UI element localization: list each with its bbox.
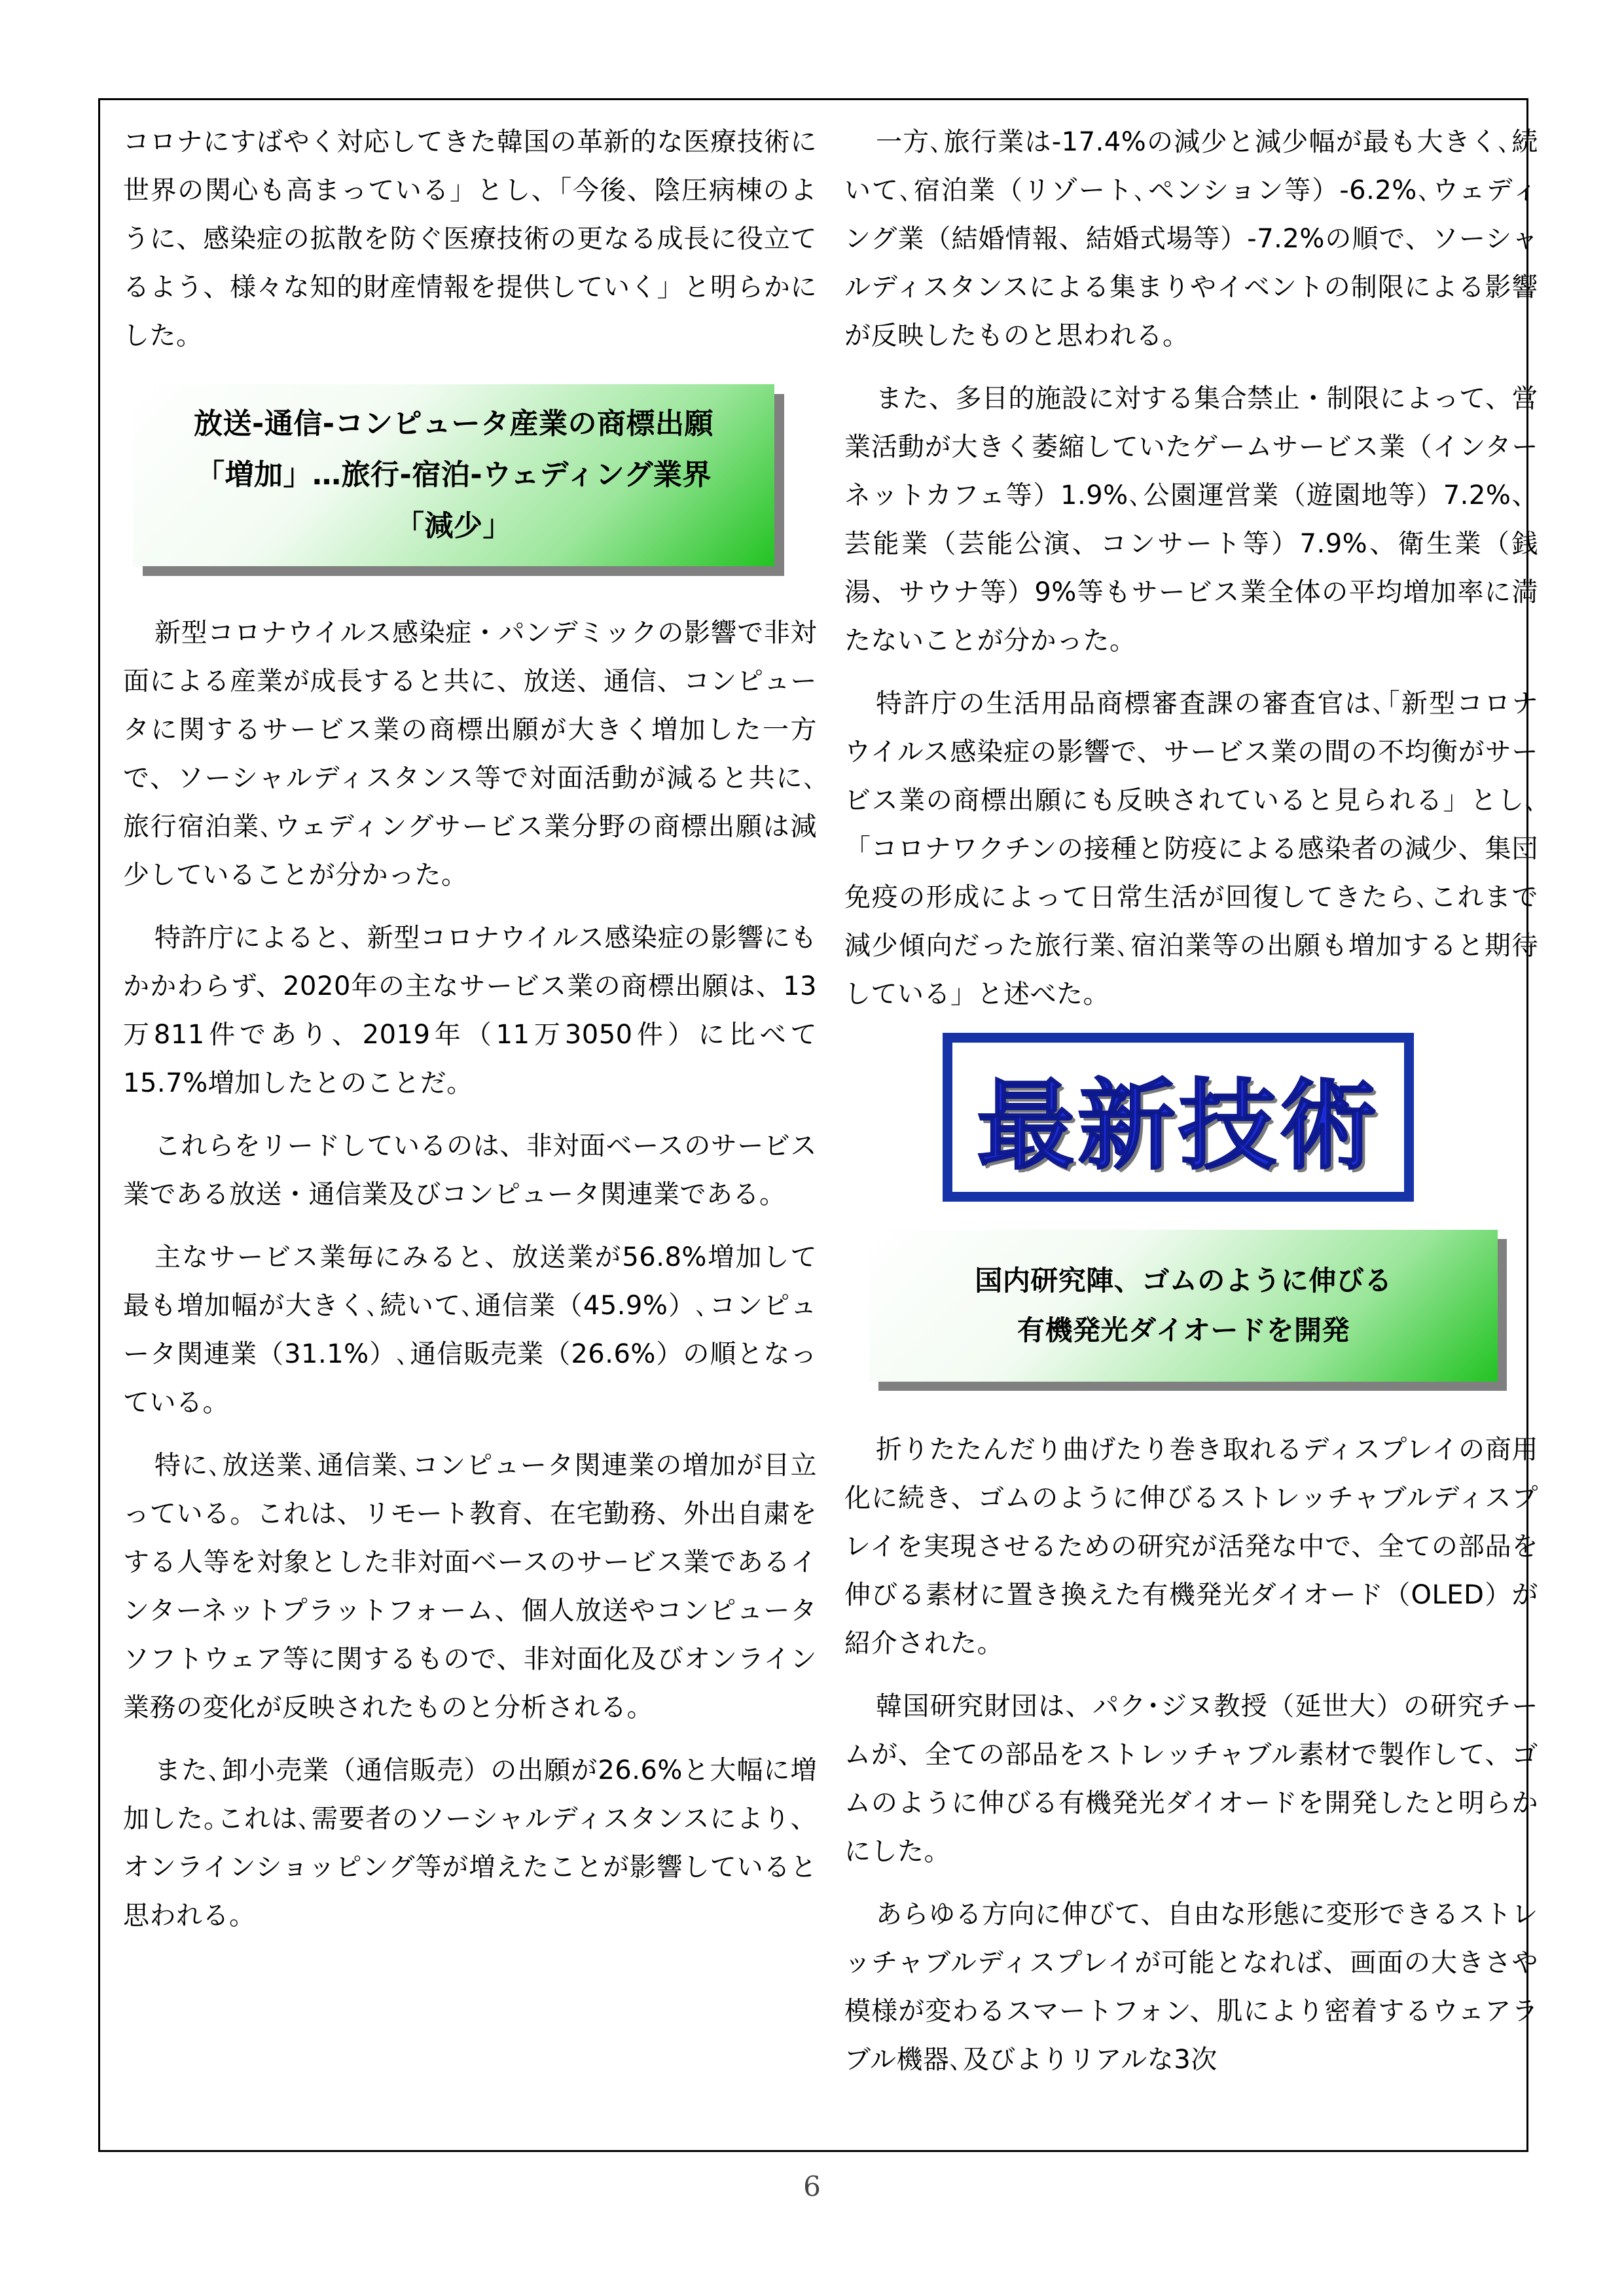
body-paragraph: また､卸小売業（通信販売）の出願が26.6%と大幅に増加した｡これは､需要者のソーシャルディスタンスにより、オンラインショッピング等が増えたことが影響していると思われる。 — [123, 1755, 817, 1931]
body-paragraph: 特に､放送業､通信業､コンピュータ関連業の増加が目立っている。これは、リモート教育、在宅勤務、外出自粛をする人等を対象とした非対面ベースのサービス業であるインターネットプラットフォーム、個人放送やコンピュータソフトウェア等に関するもので、非対面化及びオンライン業務の変化が反映されたものと分析される。 — [123, 1450, 817, 1723]
body-paragraph: 主なサービス業毎にみると、放送業が56.8%増加して最も増加幅が大きく､続いて､通信業（45.9%）､コンピュータ関連業（31.1%）､通信販売業（26.6%）の順となっている。 — [123, 1242, 817, 1418]
heading-line-2: 有機発光ダイオードを開発 — [1017, 1314, 1350, 1346]
body-paragraph: これらをリードしているのは、非対面ベースのサービス業である放送・通信業及びコンピュータ関連業である。 — [123, 1131, 817, 1210]
heading-line-1: 放送-通信-コンピュータ産業の商標出願 — [193, 407, 714, 440]
section-heading-trademark — [123, 374, 817, 584]
body-paragraph: 特許庁によると、新型コロナウイルス感染症の影響にもかかわらず、2020年の主なサービス業の商標出願は、13万811件であり、2019年（11万3050件）に比べて15.7%増加したとのことだ。 — [123, 923, 817, 1098]
heading-line-1: 国内研究陣、ゴムのように伸びる — [975, 1265, 1392, 1297]
heading-line-3: 「減少」 — [395, 509, 512, 543]
page-number: 6 — [803, 2170, 821, 2202]
body-paragraph: 折りたたんだり曲げたり巻き取れるディスプレイの商用化に続き、ゴムのように伸びるストレッチャブルディスプレイを実現させるための研究が活発な中で、全ての部品を伸びる素材に置き換えた有機発光ダイオード（OLED）が紹介された。 — [844, 1435, 1538, 1659]
body-paragraph: 特許庁の生活用品商標審査課の審査官は､｢新型コロナウイルス感染症の影響で、サービス業の間の不均衡がサービス業の商標出願にも反映されていると見られる」とし､「コロナワクチンの接種と防疫による感染者の減少、集団免疫の形成によって日常生活が回復してきたら､これまで減少傾向だった旅行業､宿泊業等の出願も増加すると期待している」と述べた。 — [844, 689, 1538, 1009]
body-paragraph: 新型コロナウイルス感染症・パンデミックの影響で非対面による産業が成長すると共に、放送、通信、コンピュータに関するサービス業の商標出願が大きく増加した一方で、ソーシャルディスタンス等で対面活動が減ると共に､旅行宿泊業､ウェディングサービス業分野の商標出願は減少していることが分かった。 — [123, 618, 817, 890]
intro-paragraph: コロナにすばやく対応してきた韓国の革新的な医療技術に世界の関心も高まっている」とし、「今後、陰圧病棟のように、感染症の拡散を防ぐ医療技術の更なる成長に役立てるよう、様々な知的財産情報を提供していく」と明らかにした。 — [123, 127, 817, 351]
body-paragraph: 一方､旅行業は-17.4%の減少と減少幅が最も大きく､続いて､宿泊業（リゾート､ペンション等）-6.2%､ウェディング業（結婚情報、結婚式場等）-7.2%の順で、ソーシャルディスタンスによる集まりやイベントの制限による影響が反映したものと思われる。 — [844, 127, 1538, 351]
body-paragraph: 韓国研究財団は、パク･ジヌ教授（延世大）の研究チームが、全ての部品をストレッチャブル素材で製作して、ゴムのように伸びる有機発光ダイオードを開発したと明らかにした。 — [844, 1691, 1538, 1867]
body-paragraph: あらゆる方向に伸びて、自由な形態に変形できるストレッチャブルディスプレイが可能となれば、画面の大きさや模様が変わるスマートフォン、肌により密着するウェアラブル機器､及びよりリアルな3次 — [844, 1899, 1538, 2075]
banner-inner — [950, 1041, 1406, 1194]
section-heading-oled — [844, 1221, 1538, 1401]
heading-panel — [869, 1230, 1498, 1382]
banner-title: 最新技術 — [976, 1069, 1380, 1183]
heading-line-2: 「増加」…旅行-宿泊-ウェディング業界 — [196, 458, 712, 492]
heading-panel — [133, 384, 774, 566]
right-column — [844, 118, 1538, 2098]
left-column — [123, 118, 817, 1954]
body-paragraph: また、多目的施設に対する集合禁止・制限によって、営業活動が大きく萎縮していたゲームサービス業（インターネットカフェ等）1.9%､公園運営業（遊園地等）7.2%、芸能業（芸能公演、コンサート等）7.9%、衛生業（銭湯、サウナ等）9%等もサービス業全体の平均増加率に満たないことが分かった。 — [844, 384, 1538, 656]
banner-frame — [943, 1033, 1414, 1202]
latest-tech-banner — [844, 1033, 1538, 1206]
